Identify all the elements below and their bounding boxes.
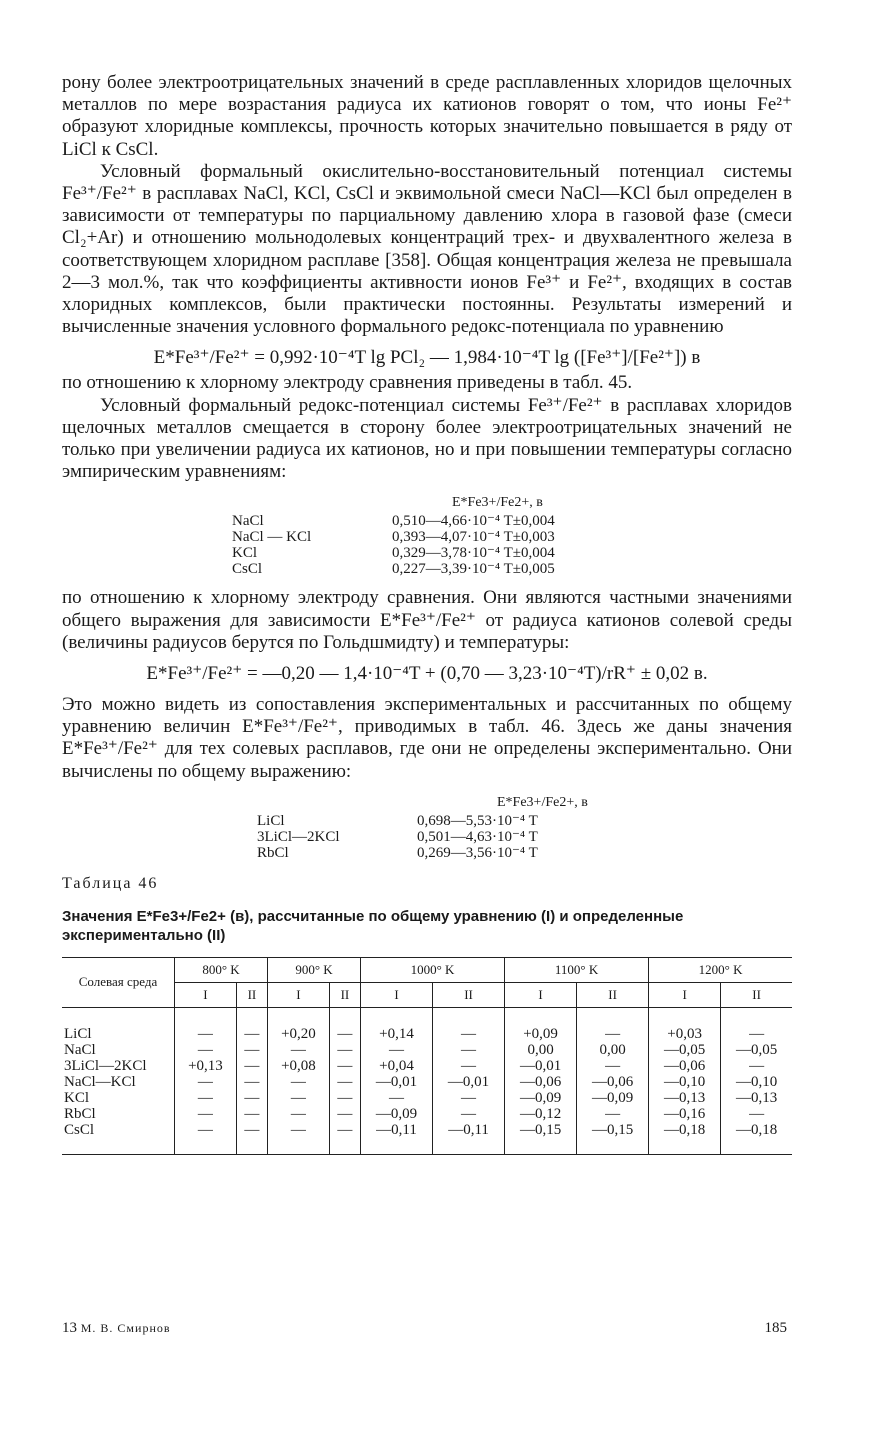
table-cell: —: [268, 1106, 330, 1122]
table-cell: —0,09: [361, 1106, 433, 1122]
table-cell: —: [236, 1122, 267, 1155]
table-cell: —: [236, 1106, 267, 1122]
empirical2-salt: RbCl: [257, 844, 289, 861]
empirical2-equation: 0,698—5,53·10⁻⁴ T: [417, 812, 538, 829]
column-header-temperature: 1100° K: [505, 957, 649, 982]
table-cell: —: [236, 1058, 267, 1074]
table-cell: —: [329, 1106, 360, 1122]
table-cell: —: [433, 1106, 505, 1122]
column-subheader: II: [236, 982, 267, 1007]
table-cell: 0,00: [505, 1042, 577, 1058]
footer-author: М. В. Смирнов: [80, 1321, 171, 1335]
empirical1-equation: 0,329—3,78·10⁻⁴ T±0,004: [392, 545, 555, 562]
table-cell: —: [433, 1007, 505, 1042]
empirical-2-table: [257, 813, 538, 861]
row-salt: 3LiCl—2KCl: [64, 1057, 147, 1074]
table-cell: —: [236, 1090, 267, 1106]
table-cell: —: [268, 1122, 330, 1155]
column-subheader: II: [329, 982, 360, 1007]
page-footer: [62, 1320, 787, 1337]
column-header-temperature: 1000° K: [361, 957, 505, 982]
empirical-2-header: E*Fe3+/Fe2+, в: [497, 794, 588, 810]
column-subheader: I: [649, 982, 721, 1007]
page-body: [62, 72, 792, 1155]
column-subheader: I: [505, 982, 577, 1007]
table-cell: —: [361, 1042, 433, 1058]
empirical2-equation: 0,501—4,63·10⁻⁴ T: [417, 828, 538, 845]
table-cell: —0,13: [649, 1090, 721, 1106]
row-salt: LiCl: [64, 1025, 92, 1042]
table-cell: —: [175, 1106, 237, 1122]
formula-1: E*Fe³⁺/Fe²⁺ = 0,992·10⁻⁴T lg PCl₂ — 1,984·10⁻⁴T lg ([Fe³⁺]/[Fe²⁺]) в: [153, 347, 701, 369]
table-cell: —0,01: [505, 1058, 577, 1074]
table-cell: —0,06: [505, 1074, 577, 1090]
table-cell: —0,01: [433, 1074, 505, 1090]
table-cell: —: [268, 1074, 330, 1090]
paragraph-3: по отношению к хлорному электроду сравнения приведены в табл. 45.: [62, 372, 633, 394]
table-cell: +0,09: [505, 1007, 577, 1042]
table-cell: —0,06: [577, 1074, 649, 1090]
table-cell: —0,18: [721, 1122, 792, 1155]
empirical1-salt: NaCl — KCl: [232, 529, 312, 546]
table-cell: —: [236, 1042, 267, 1058]
table-cell: —0,15: [577, 1122, 649, 1155]
paragraph-2: Условный формальный окислительно-восстановительный потенциал системы Fe³⁺/Fe²⁺ в расплавах NaCl, KCl, CsCl и эквимольной смеси NaCl—KCl был определен в зависимости от температуры по парциальному давлению хлора в газовой фазе (смеси Cl₂+Ar) и отношению мольнодолевых концентраций трех- и двухвалентного железа в соответствующем хлоридном расплаве [358]. Общая концентрация железа не превышала 2—3 мол.%, так что коэффициенты активности ионов Fe³⁺ и Fe²⁺, входящих в состав хлоридных комплексов, были практически постоянны. Результаты измерений и вычисленные значения условного формального редокс-потенциала по уравнению: [62, 160, 792, 338]
table-cell: —0,13: [721, 1090, 792, 1106]
table-cell: —0,09: [577, 1090, 649, 1106]
empirical-1-header: E*Fe3+/Fe2+, в: [452, 495, 543, 511]
column-subheader: I: [175, 982, 237, 1007]
empirical1-row: [232, 545, 555, 561]
table-cell: +0,03: [649, 1007, 721, 1042]
empirical1-equation: 0,227—3,39·10⁻⁴ T±0,005: [392, 561, 555, 578]
table-cell: —: [721, 1106, 792, 1122]
table-cell: —: [329, 1074, 360, 1090]
table-cell: —0,12: [505, 1106, 577, 1122]
table-cell: —: [329, 1090, 360, 1106]
table-cell: —0,15: [505, 1122, 577, 1155]
table-cell: —: [433, 1058, 505, 1074]
table-cell: —: [721, 1007, 792, 1042]
empirical2-salt: LiCl: [257, 812, 285, 829]
table-cell: —: [361, 1090, 433, 1106]
table-cell: —: [433, 1090, 505, 1106]
empirical1-equation: 0,510—4,66·10⁻⁴ T±0,004: [392, 513, 555, 530]
empirical2-row: [257, 813, 538, 829]
table-cell: —: [329, 1058, 360, 1074]
paragraph-4: Условный формальный редокс-потенциал системы Fe³⁺/Fe²⁺ в расплавах хлоридов щелочных металлов смещается в сторону более электроотрицательных значений не только при увеличении радиуса их катионов, но и при повышении температуры согласно эмпирическим уравнениям:: [62, 394, 792, 483]
empirical-1-table: [232, 513, 555, 577]
empirical-block-2: [62, 795, 792, 861]
table-cell: —: [577, 1106, 649, 1122]
table-cell: +0,08: [268, 1058, 330, 1074]
row-salt: RbCl: [64, 1105, 96, 1122]
empirical1-salt: CsCl: [232, 561, 263, 578]
table-cell: —: [329, 1042, 360, 1058]
column-subheader: I: [361, 982, 433, 1007]
table-cell: —: [329, 1007, 360, 1042]
table-label: Таблица 46: [62, 874, 159, 892]
column-header-temperature: 1200° K: [649, 957, 792, 982]
table-cell: —: [175, 1007, 237, 1042]
empirical1-equation: 0,393—4,07·10⁻⁴ T±0,003: [392, 529, 555, 546]
table-cell: —0,10: [721, 1074, 792, 1090]
table-cell: —: [236, 1007, 267, 1042]
empirical1-row: [232, 561, 555, 577]
table-cell: +0,20: [268, 1007, 330, 1042]
empirical2-row: [257, 845, 538, 861]
table-row: [62, 1090, 792, 1106]
empirical-block-1: [62, 495, 792, 577]
table-cell: —: [268, 1042, 330, 1058]
table-cell: —0,11: [433, 1122, 505, 1155]
data-table: [62, 957, 792, 1155]
empirical1-salt: NaCl: [232, 513, 264, 530]
table-cell: —: [577, 1058, 649, 1074]
empirical2-salt: 3LiCl—2KCl: [257, 828, 340, 845]
row-salt: KCl: [64, 1089, 90, 1106]
table-cell: —: [268, 1090, 330, 1106]
paragraph-5: по отношению к хлорному электроду сравнения. Они являются частными значениями общего выражения для зависимости E*Fe³⁺/Fe²⁺ от радиуса катионов солевой среды (величины радиусов берутся по Гольдшмидту) и температуры:: [62, 587, 792, 653]
table-cell: —: [577, 1007, 649, 1042]
table-row: [62, 1074, 792, 1090]
footer-sheet-number: 13: [62, 1320, 77, 1336]
table-cell: —: [433, 1042, 505, 1058]
table-cell: +0,04: [361, 1058, 433, 1074]
formula-2: E*Fe³⁺/Fe²⁺ = —0,20 — 1,4·10⁻⁴T + (0,70 — 3,23·10⁻⁴T)/rR⁺ ± 0,02 в.: [146, 663, 708, 685]
table-cell: —0,11: [361, 1122, 433, 1155]
table-cell: —0,09: [505, 1090, 577, 1106]
empirical2-equation: 0,269—3,56·10⁻⁴ T: [417, 844, 538, 861]
column-header-medium: Солевая среда: [62, 957, 175, 1007]
table-cell: —0,10: [649, 1074, 721, 1090]
column-header-temperature: 900° K: [268, 957, 361, 982]
table-row: [62, 1042, 792, 1058]
table-cell: —0,05: [721, 1042, 792, 1058]
table-row: [62, 1106, 792, 1122]
column-subheader: II: [433, 982, 505, 1007]
table-cell: —0,05: [649, 1042, 721, 1058]
table-row: [62, 1058, 792, 1074]
table-cell: —0,16: [649, 1106, 721, 1122]
table-cell: —0,18: [649, 1122, 721, 1155]
column-subheader: I: [268, 982, 330, 1007]
table-cell: —0,06: [649, 1058, 721, 1074]
empirical1-row: [232, 513, 555, 529]
column-subheader: II: [577, 982, 649, 1007]
table-cell: —: [721, 1058, 792, 1074]
table-cell: —0,01: [361, 1074, 433, 1090]
paragraph-6: Это можно видеть из сопоставления экспериментальных и рассчитанных по общему уравнению величин E*Fe³⁺/Fe²⁺, приводимых в табл. 46. Здесь же даны значения E*Fe³⁺/Fe²⁺ для тех солевых расплавов, где они не определены экспериментально. Они вычислены по общему выражению:: [62, 694, 792, 782]
row-salt: NaCl—KCl: [64, 1073, 136, 1090]
empirical1-row: [232, 529, 555, 545]
table-cell: —: [175, 1122, 237, 1155]
page-number: 185: [764, 1320, 787, 1336]
empirical2-row: [257, 829, 538, 845]
table-cell: —: [236, 1074, 267, 1090]
table-title: Значения E*Fe3+/Fe2+ (в), рассчитанные по общему уравнению (I) и определенные экспериментально (II): [62, 907, 684, 944]
column-subheader: II: [721, 982, 792, 1007]
table-cell: —: [175, 1042, 237, 1058]
row-salt: NaCl: [64, 1041, 96, 1058]
table-cell: —: [175, 1074, 237, 1090]
table-cell: +0,14: [361, 1007, 433, 1042]
row-salt: CsCl: [62, 1122, 175, 1155]
empirical1-salt: KCl: [232, 545, 258, 562]
table-cell: 0,00: [577, 1042, 649, 1058]
table-cell: —: [329, 1122, 360, 1155]
table-cell: +0,13: [175, 1058, 237, 1074]
paragraph-1: рону более электроотрицательных значений в среде расплавленных хлоридов щелочных металлов по мере возрастания радиуса их катионов говорят о том, что ионы Fe²⁺ образуют хлоридные комплексы, прочность которых значительно повышается в ряду от LiCl к CsCl.: [62, 72, 792, 160]
table-cell: —: [175, 1090, 237, 1106]
table-row: [62, 1007, 792, 1042]
table-row: [62, 1122, 792, 1155]
column-header-temperature: 800° K: [175, 957, 268, 982]
